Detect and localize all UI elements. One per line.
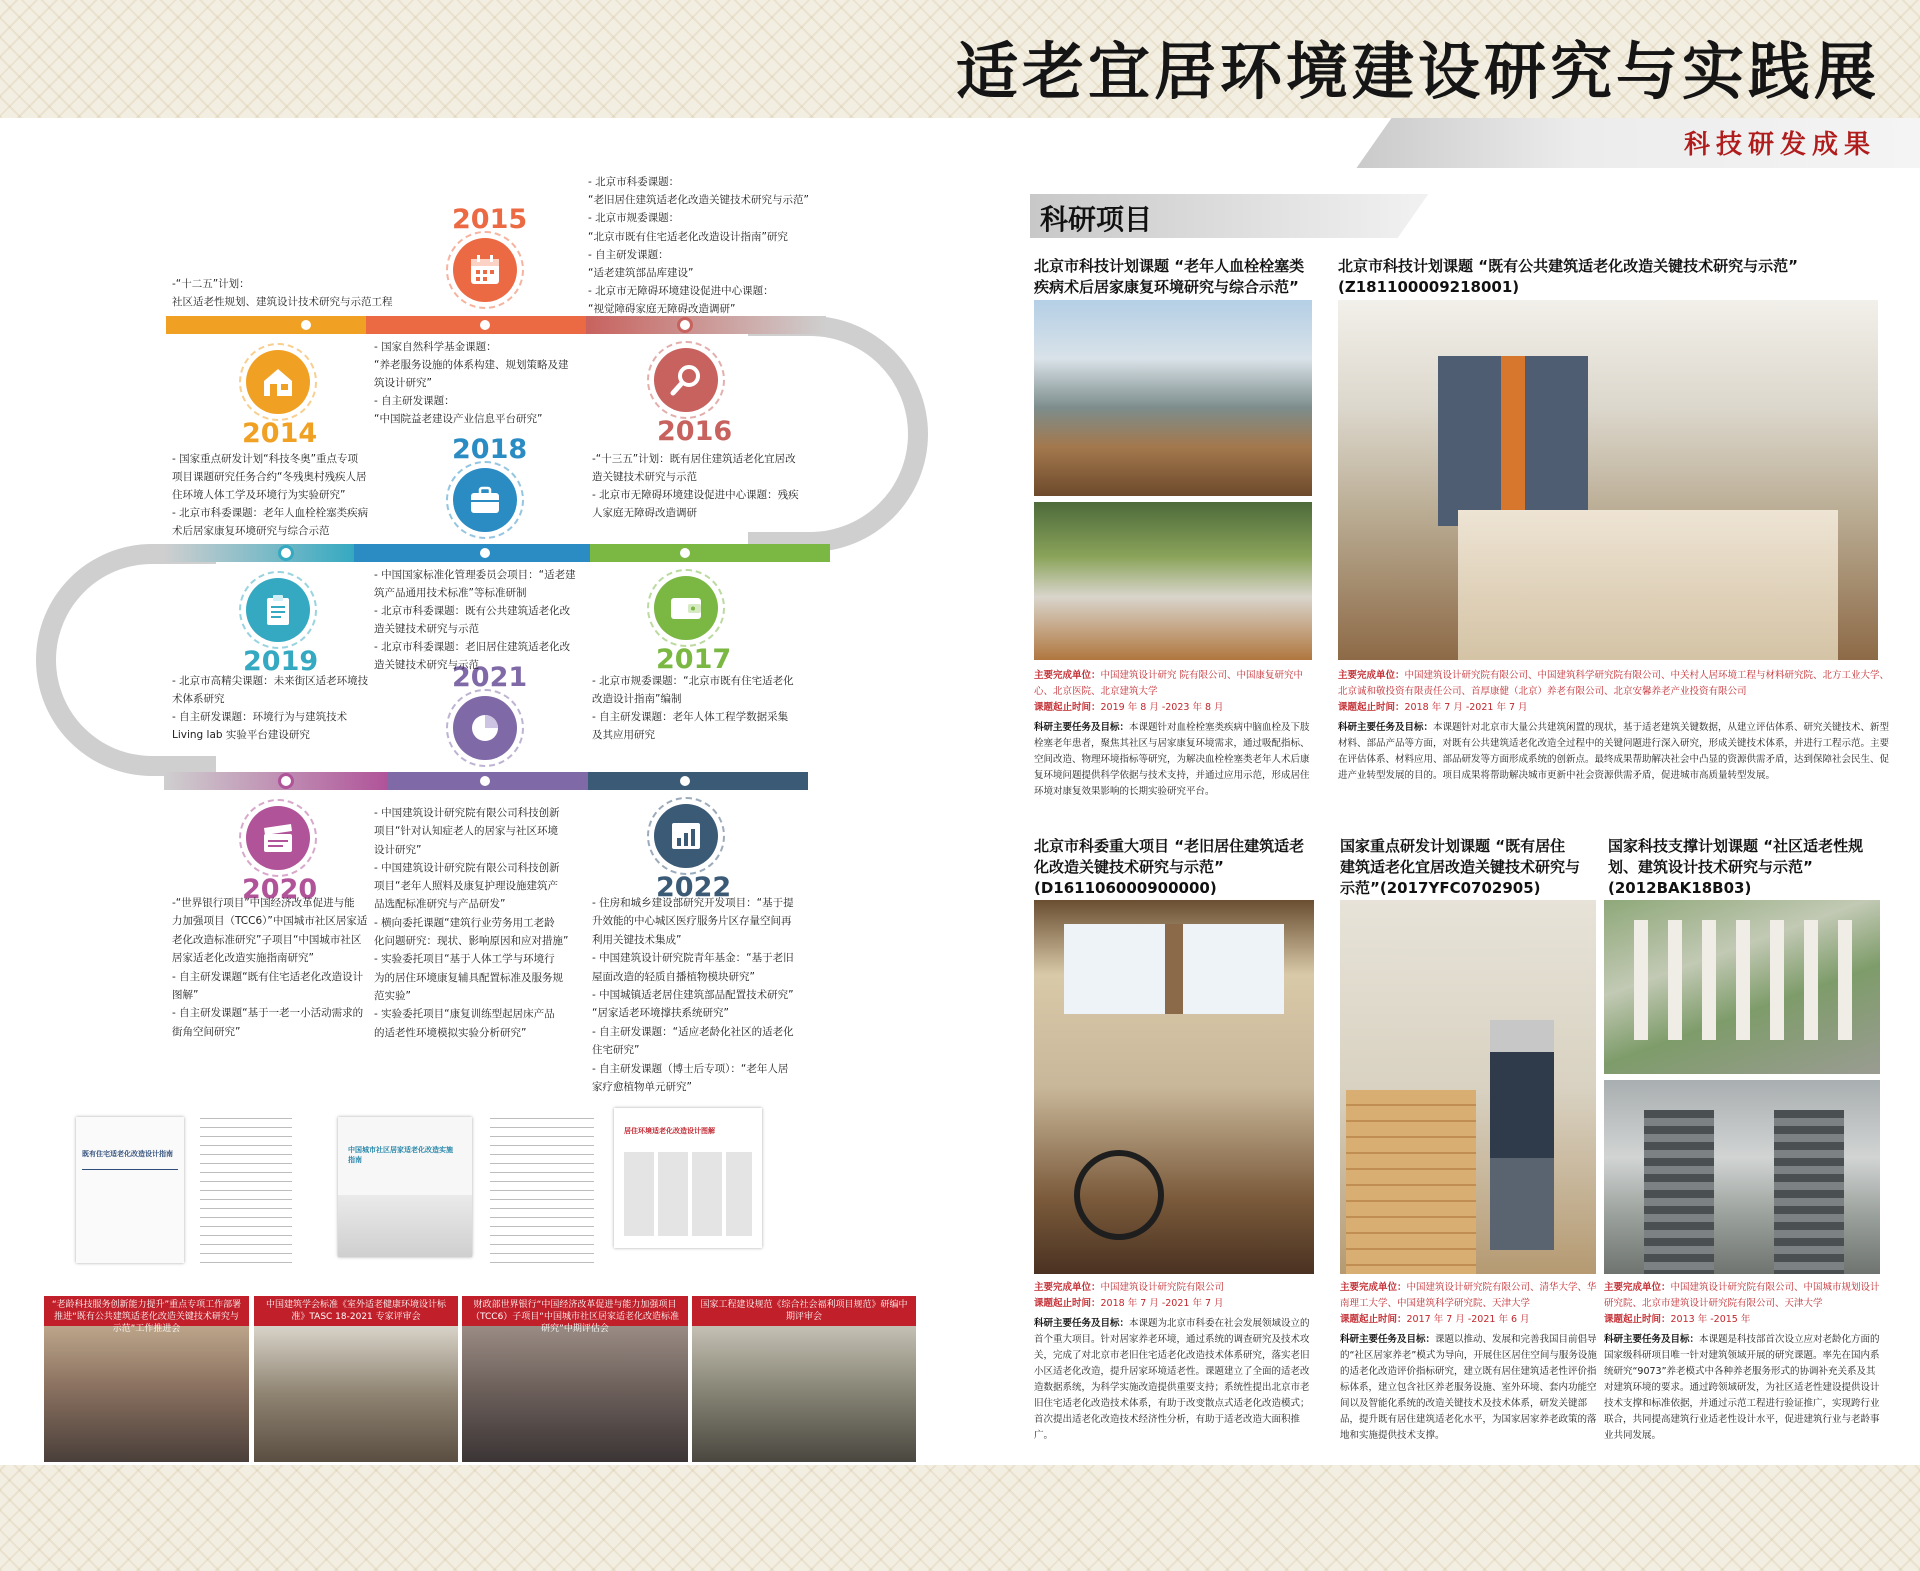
- timeline-pin: [677, 773, 693, 789]
- magnifier-icon: [654, 348, 718, 412]
- timeline-pin: [477, 317, 493, 333]
- exhibition-title: 适老宜居环境建设研究与实践展: [955, 35, 1880, 108]
- meeting-caption: 财政部世界银行“中国经济改革促进与能力加强项目（TCC6）子项目“中国城市社区居家适老化改造标准研究”中期评估会: [462, 1296, 688, 1326]
- meeting-caption: 国家工程建设规范《综合社会福利项目规范》研编中期评审会: [692, 1296, 916, 1326]
- clapperboard-icon: [246, 806, 310, 870]
- year-2014: 2014: [242, 418, 318, 449]
- timeline-pin: [278, 773, 294, 789]
- timeline-segment: [166, 316, 366, 334]
- timeline-segment: [588, 772, 808, 790]
- photo-bedroom: [1338, 300, 1878, 660]
- project-info-2: 主要完成单位：中国建筑设计研究院有限公司、中国建筑科学研究院有限公司、中关村人居环境工程与材料研究院、北方工业大学、北京诚和敬投资有限责任公司、首厚康健（北京）养老有限公司、北京安馨养老产业投资有限公司 课题起止时间：2018 年 7 月 -2021 年 7 月 科研主要任务及目标：本课题针对北京市大量公共建筑闲置的现状，基于适老建筑关键数据，从建立评估体系、研究关键技术、新型材料、部品产品等方面，对既有公共建筑适老化改造全过程中的关键问题进行深入研究，形成关键技术体系，并进行工程示范。主要在评估体系、材料应用、部品研发等方面形成系统的创新点。最终成果帮助解决社会中凸显的资源供需矛盾，达到保障社会民生、促进产业转型发展的目的。项目成果将帮助解决城市更新中社会资源供需矛盾，促进城市高质量转型发展。: [1338, 670, 1890, 781]
- timeline-segment: [354, 544, 590, 562]
- photo-rooftop-terrace: [1034, 300, 1312, 496]
- meeting-caption: “老龄科技服务创新能力提升”重点专项工作部署推进“既有公共建筑适老化改造关键技术研究与示范”工作推进会: [44, 1296, 249, 1326]
- timeline-text-2014a: -“十二五”计划： 社区适老性规划、建筑设计技术研究与示范工程: [172, 278, 393, 308]
- year-2017: 2017: [656, 644, 732, 675]
- calendar-icon: [453, 238, 517, 302]
- timeline-segment: [586, 316, 826, 334]
- briefcase-icon: [453, 468, 517, 532]
- clipboard-icon: [246, 578, 310, 642]
- timeline-text-2016: -“十三五”计划：既有居住建筑适老化宜居改 造关键技术研究与示范 - 北京市无障碍环境建设促进中心课题：残疾 人家庭无障碍改造调研: [592, 453, 799, 519]
- publication-excerpt: [200, 1114, 292, 1264]
- section-title: 科研项目: [1040, 203, 1153, 236]
- bar-chart-icon: [654, 804, 718, 868]
- timeline-pin: [298, 317, 314, 333]
- timeline-text-2015b: - 国家自然科学基金课题： “养老服务设施的体系构建、规划策略及建 筑设计研究” - 自主研发课题： “中国院益老建设产业信息平台研究”: [374, 341, 569, 425]
- meeting-caption: 中国建筑学会标准《室外适老健康环境设计标准》TASC 18-2021 专家评审会: [254, 1296, 458, 1326]
- meeting-photo: [462, 1296, 688, 1462]
- publication-excerpt: [490, 1114, 594, 1264]
- pie-chart-icon: [453, 696, 517, 760]
- timeline-segment: [164, 544, 354, 562]
- photo-accessible-corridor: [1034, 900, 1314, 1274]
- project-info-4: 主要完成单位：中国建筑设计研究院有限公司、清华大学、华南理工大学、中国建筑科学研究院、天津大学 课题起止时间：2017 年 7 月 -2021 年 6 月 科研主要任务及目标：课题以推动、发展和完善我国目前倡导的“社区居家养老”模式为导向，开展住区居住空间与服务设施的适老化改造评价指标研究，建立既有居住建筑适老性评价指标体系，建立包含社区养老服务设施、室外环境、套内功能空间以及智能化系统的改造关键技术及技术体系，研发关键部品，提升既有居住建筑适老化水平，为国家居家养老政策的落地和实施提供技术支撑。: [1340, 1282, 1597, 1441]
- timeline-pin: [278, 545, 294, 561]
- project-title-3: 北京市科委重大项目 “老旧居住建筑适老 化改造关键技术研究与示范” (D161106000900000): [1034, 837, 1305, 897]
- publication-title: 中国城市社区居家适老化改造实施指南: [348, 1146, 453, 1164]
- timeline-text-2021: - 中国建筑设计研究院有限公司科技创新 项目“针对认知症老人的居家与社区环境 设计研究” - 中国建筑设计研究院有限公司科技创新 项目“老年人照料及康复护理设施建筑产 品选配标准研究与产品研发” - 横向委托课题“建筑行业劳务用工老龄 化问题研究：现状、影响原因和应对措施” - 实验委托项目“基于人体工学与环境行 为的居住环境康复辅具配置标准及服务规 范实验” - 实验委托项目“康复训练型起居床产品 的适老性环境模拟实验分析研究”: [374, 807, 569, 1039]
- year-2015: 2015: [452, 204, 528, 235]
- meeting-photo: [254, 1296, 458, 1462]
- timeline-pin: [677, 545, 693, 561]
- publication-title: 既有住宅适老化改造设计指南: [82, 1150, 173, 1158]
- project-info-3: 主要完成单位：中国建筑设计研究院有限公司 课题起止时间：2018 年 7 月 -2021 年 7 月 科研主要任务及目标：本课题为北京市科委在社会发展领域设立的首个重大项目。针对居家养老环境，通过系统的调查研究及技术攻关，完成了对北京市老旧住宅适老化改造技术体系研究，落实老旧小区适老化改造，提升居家环境适老性。课题建立了全面的适老改造数据系统，为科学实施改造提供重要支持；系统性提出北京市老旧住宅适老化改造技术体系，有助于改变散点式适老化改造模式；首次提出适老化改造技术经济性分析，有助于适老改造大面积推广。: [1034, 1282, 1310, 1441]
- publication-cover: [76, 1117, 184, 1263]
- project-info-5: 主要完成单位：中国建筑设计研究院有限公司、中国城市规划设计研究院、北京市建筑设计研究院有限公司、天津大学 课题起止时间：2013 年 -2015 年 科研主要任务及目标：本课题是科技部首次设立应对老龄化方面的国家级科研项目唯一针对建筑领域开展的研究课题。率先在国内系统研究“9073”养老模式中各种养老服务形式的协调补充关系及其对建筑环境的要求。通过跨领域研发，为社区适老性建设提供设计技术支撑和标准依据，并通过示范工程进行验证推广，实现跨行业联合，共同提高建筑行业适老性设计水平，促进建筑行业与老龄事业共同发展。: [1604, 1282, 1880, 1441]
- photo-community-plan: [1604, 900, 1880, 1074]
- timeline-segment: [590, 544, 830, 562]
- photo-construction: [1604, 1080, 1880, 1274]
- project-title-4: 国家重点研发计划课题 “既有居住 建筑适老化宜居改造关键技术研究与 示范”(2017YFC0702905): [1340, 837, 1581, 897]
- timeline-pin: [477, 545, 493, 561]
- timeline-text-2019: - 北京市高精尖课题：未来街区适老环境技 术体系研究 - 自主研发课题：环境行为与建筑技术 Living lab 实验平台建设研究: [172, 675, 369, 741]
- timeline-segment: [164, 772, 388, 790]
- timeline-pin: [477, 773, 493, 789]
- house-icon: [246, 350, 310, 414]
- project-title-5: 国家科技支撑计划课题 “社区适老性规 划、建筑设计技术研究与示范” (2012BAK18B03): [1608, 837, 1864, 897]
- meeting-photo: [44, 1296, 249, 1462]
- year-2019: 2019: [243, 646, 319, 677]
- subtitle: 科技研发成果: [1683, 130, 1876, 160]
- photo-elderly-home: [1340, 900, 1596, 1274]
- wallet-icon: [654, 576, 718, 640]
- year-2018: 2018: [452, 434, 528, 465]
- timeline-text-2015a: - 北京市科委课题： “老旧居住建筑适老化改造关键技术研究与示范” - 北京市规委课题： “北京市既有住宅适老化改造设计指南”研究 - 自主研发课题： “适老建筑部品库建设” - 北京市无障碍环境建设促进中心课题： “视觉障碍家庭无障碍改造调研”: [588, 176, 809, 316]
- timeline-text-2020: -“世界银行项目”中国经济改革促进与能 力加强项目（TCC6）”中国城市社区居家适 老化改造标准研究”子项目“中国城市社区 居家适老化改造实施指南研究” - 自主研发课题“既有住宅适老化改造设计 图解” - 自主研发课题“基于一老一小活动需求的 街角空间研究”: [172, 897, 368, 1038]
- timeline-segment: [366, 316, 586, 334]
- timeline-text-2017: - 北京市规委课题：“北京市既有住宅适老化 改造设计指南”编制 - 自主研发课题：老年人体工程学数据采集 及其应用研究: [592, 675, 794, 741]
- timeline-pin: [677, 317, 693, 333]
- timeline-text-2014b: - 国家重点研发计划“科技冬奥”重点专项 项目课题研究任务合约“冬残奥村残疾人居 住环境人体工学及环境行为实验研究” - 北京市科委课题：老年人血栓栓塞类疾病 术后居家康复环境研究与综合示范: [172, 453, 369, 537]
- year-2016: 2016: [657, 416, 733, 447]
- timeline-text-2022: - 住房和城乡建设部研究开发项目：“基于提 升效能的中心城区医疗服务片区存量空间再 利用关键技术集成” - 中国建筑设计研究院青年基金：“基于老旧 屋面改造的轻质自播植物模块研究” - 中国城镇适老居住建筑部品配置技术研究” “居家适老环境撑扶系统研究” - 自主研发课题：“适应老龄化社区的适老化 住宅研究” - 自主研发课题（博士后专项）：“老年人居 家疗愈植物单元研究”: [592, 897, 794, 1094]
- project-title-2: 北京市科技计划课题 “既有公共建筑适老化改造关键技术研究与示范” (Z181100009218001): [1338, 257, 1798, 296]
- photo-planters: [1034, 502, 1312, 660]
- project-info-1: 主要完成单位：中国建筑设计研究 院有限公司、中国康复研究中心、北京医院、北京建筑大学 课题起止时间：2019 年 8 月 -2023 年 8 月 科研主要任务及目标：本课题针对血栓栓塞类疾病中脑血栓及下肢栓塞老年患者，聚焦其社区与居家康复环境需求，通过吸配指标、空间改造、物理环境指标等研究，为解决血栓栓塞类老年人术后康复环境问题提供科学依据与技术支持，并通过应用示范，形成居住环境对康复效果影响的长期实验研究平台。: [1034, 670, 1310, 797]
- year-2020: 2020: [242, 874, 318, 905]
- meeting-photo: [692, 1296, 916, 1462]
- publication-title: 居住环境适老化改造设计图解: [624, 1127, 715, 1135]
- timeline-text-2018: - 中国国家标准化管理委员会项目：“适老建 筑产品通用技术标准”等标准研制 - 北京市科委课题：既有公共建筑适老化改 造关键技术研究与示范 - 北京市科委课题：老旧居住建筑适老化改 造关键技术研究与示范: [374, 569, 576, 671]
- year-2021: 2021: [452, 662, 528, 693]
- publication-spread: [614, 1108, 762, 1248]
- bottom-pattern-band: [0, 1465, 1920, 1571]
- year-2022: 2022: [656, 872, 732, 903]
- publication-cover: [338, 1117, 472, 1257]
- project-title-1: 北京市科技计划课题 “老年人血栓栓塞类 疾病术后居家康复环境研究与综合示范”: [1034, 257, 1305, 296]
